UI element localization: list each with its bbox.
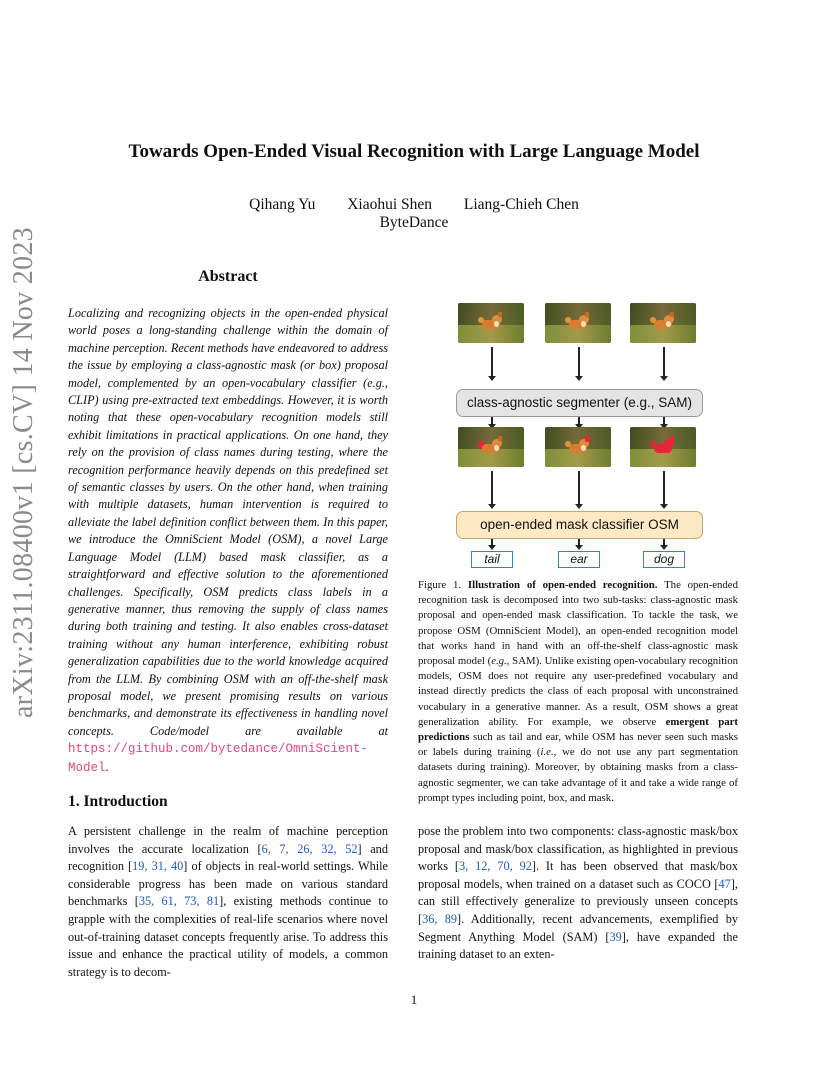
abstract-end: . xyxy=(105,759,109,774)
intro-paragraph xyxy=(68,823,388,981)
citation[interactable]: 39 xyxy=(609,929,622,944)
arrow xyxy=(491,347,493,377)
paper-title: Towards Open-Ended Visual Recognition with Large Language Model xyxy=(128,141,700,162)
citation[interactable]: 36, 89 xyxy=(422,911,458,926)
body-text: ] of objects in real-world settings. While considerable progress has been made on various standard benchmarks [ xyxy=(68,859,389,909)
caption-text: The open-ended recognition task is decomposed into two sub-tasks: class-agnostic mask proposal and open-ended mask classification. To tackle the task, we propose OSM (OmniScient Model), an open-ended recognition model that works hand in hand with an off-the-shelf class-agnostic mask proposal model ( xyxy=(418,579,739,668)
arrow xyxy=(578,417,580,425)
arrow xyxy=(663,417,665,425)
dog-photo xyxy=(545,303,611,343)
figure-caption xyxy=(418,578,738,806)
caption-eg: e.g. xyxy=(491,655,507,668)
caption-emphasis: emergent part predictions xyxy=(418,715,738,744)
mask-photo-tail xyxy=(458,427,524,467)
dog-photo xyxy=(458,303,524,343)
output-label-dog: dog xyxy=(643,551,685,568)
mask-photo-dog xyxy=(630,427,696,467)
caption-text: , SAM). Unlike existing open-vocabulary recognition models, OSM does not require any user-predefined vocabulary and instead directly predicts the class of each proposal with unconstrained vocabulary in a generative manner. As a result, OSM shows a great generalization ability. For example, we observe xyxy=(418,655,738,728)
arrow xyxy=(578,539,580,546)
segmenter-box: class-agnostic segmenter (e.g., SAM) xyxy=(456,389,703,417)
body-text: A persistent challenge in the realm of machine perception involves the accurate localization [ xyxy=(68,824,388,856)
citation[interactable]: 47 xyxy=(718,876,731,891)
caption-text: such as tail and ear, while OSM has never seen such masks or labels during training ( xyxy=(418,731,738,759)
classifier-box: open-ended mask classifier OSM xyxy=(456,511,703,539)
arrow xyxy=(578,471,580,505)
body-text: ] and recognition [ xyxy=(68,841,388,874)
arxiv-stamp: arXiv:2311.08400v1 [cs.CV] 14 Nov 2023 xyxy=(8,227,39,718)
body-text: ], have expanded the training dataset to an exten- xyxy=(418,929,738,962)
author-name: Qihang Yu xyxy=(249,196,316,213)
affiliation: ByteDance xyxy=(379,214,449,231)
arrow xyxy=(663,539,665,546)
arrow xyxy=(491,471,493,505)
body-text: ], existing methods continue to grapple with the complexities of real-life scenarios where novel out-of-training dataset concepts frequently arise. To address this issue and enhance the practical utility of models, a common strategy is to decom- xyxy=(68,894,388,979)
arrow xyxy=(663,347,665,377)
author-name: Liang-Chieh Chen xyxy=(463,196,579,213)
abstract-text: Localizing and recognizing objects in the open-ended physical world poses a long-standing challenge within the domain of machine perception. Recent methods have endeavored to address the issue by employing a class-agnostic mask (or box) proposal model, complemented by an open-vocabulary classifier (e.g., CLIP) using pre-extracted text embeddings. However, it is worth noting that these open-vocabulary recognition models still exhibit limitations in practical applications. On one hand, they rely on the provision of class names during testing, where the recognition performance heavily depends on this predefined set of semantic classes by users. On the other hand, when training with multiple datasets, human intervention is required to alleviate the label definition conflict between them. In this paper, we introduce the OmniScient Model (OSM), a novel Large Language Model (LLM) based mask classifier, as a straightforward and effective solution to the aforementioned challenges. Specifically, OSM predicts class labels in a generative manner, thus removing the supply of class names during both training and testing. It also enables cross-dataset training without any human interference, exhibiting robust generalization capabilities due to the world knowledge acquired from the LLM. By combining OSM with an off-the-shelf mask proposal model, we present promising results on various benchmarks, and demonstrate its effectiveness in handling novel concepts. Code/model are available at xyxy=(68,306,388,738)
dog-photo xyxy=(630,303,696,343)
arrow xyxy=(491,417,493,425)
output-label-ear: ear xyxy=(558,551,600,568)
mask-photo-ear xyxy=(545,427,611,467)
code-link[interactable]: https://github.com/bytedance/OmniScient-Model xyxy=(68,742,369,775)
body-text: pose the problem into two components: class-agnostic mask/box proposal and mask/box classification, as highlighted in previous works [ xyxy=(418,824,738,874)
caption-ie: i.e. xyxy=(540,746,554,759)
body-text: ], can still effectively generalize to previously unseen concepts [ xyxy=(418,876,738,926)
output-label-tail: tail xyxy=(471,551,513,568)
arrow xyxy=(663,471,665,505)
abstract-heading: Abstract xyxy=(198,268,258,285)
body-text: ]. Additionally, recent advancements, exemplified by Segment Anything Model (SAM) [ xyxy=(418,911,738,944)
arrow xyxy=(491,539,493,546)
citation[interactable]: 6, 7, 26, 32, 52 xyxy=(261,841,358,856)
citation[interactable]: 35, 61, 73, 81 xyxy=(138,894,220,909)
caption-title: Illustration of open-ended recognition. xyxy=(467,579,658,591)
caption-text: , we do not use any part segmentation datasets during training). Moreover, by obtaining masks from a class-agnostic segmenter, we can take advantage of it and take a wide range of prompt types including point, box, and mask. xyxy=(418,746,738,804)
author-name: Xiaohui Shen xyxy=(347,196,433,213)
citation[interactable]: 19, 31, 40 xyxy=(132,859,184,874)
arrow xyxy=(578,347,580,377)
author-list xyxy=(0,196,828,214)
intro-paragraph-continued xyxy=(418,823,738,964)
figure-1 xyxy=(456,303,701,571)
caption-prefix: Figure 1. xyxy=(418,579,462,591)
abstract-body xyxy=(68,305,388,777)
section-heading: 1. Introduction xyxy=(68,793,168,810)
citation[interactable]: 3, 12, 70, 92 xyxy=(459,859,532,874)
page-number: 1 xyxy=(410,992,418,1007)
body-text: ]. It has been observed that mask/box proposal models, when trained on a dataset such as COCO [ xyxy=(418,859,739,891)
